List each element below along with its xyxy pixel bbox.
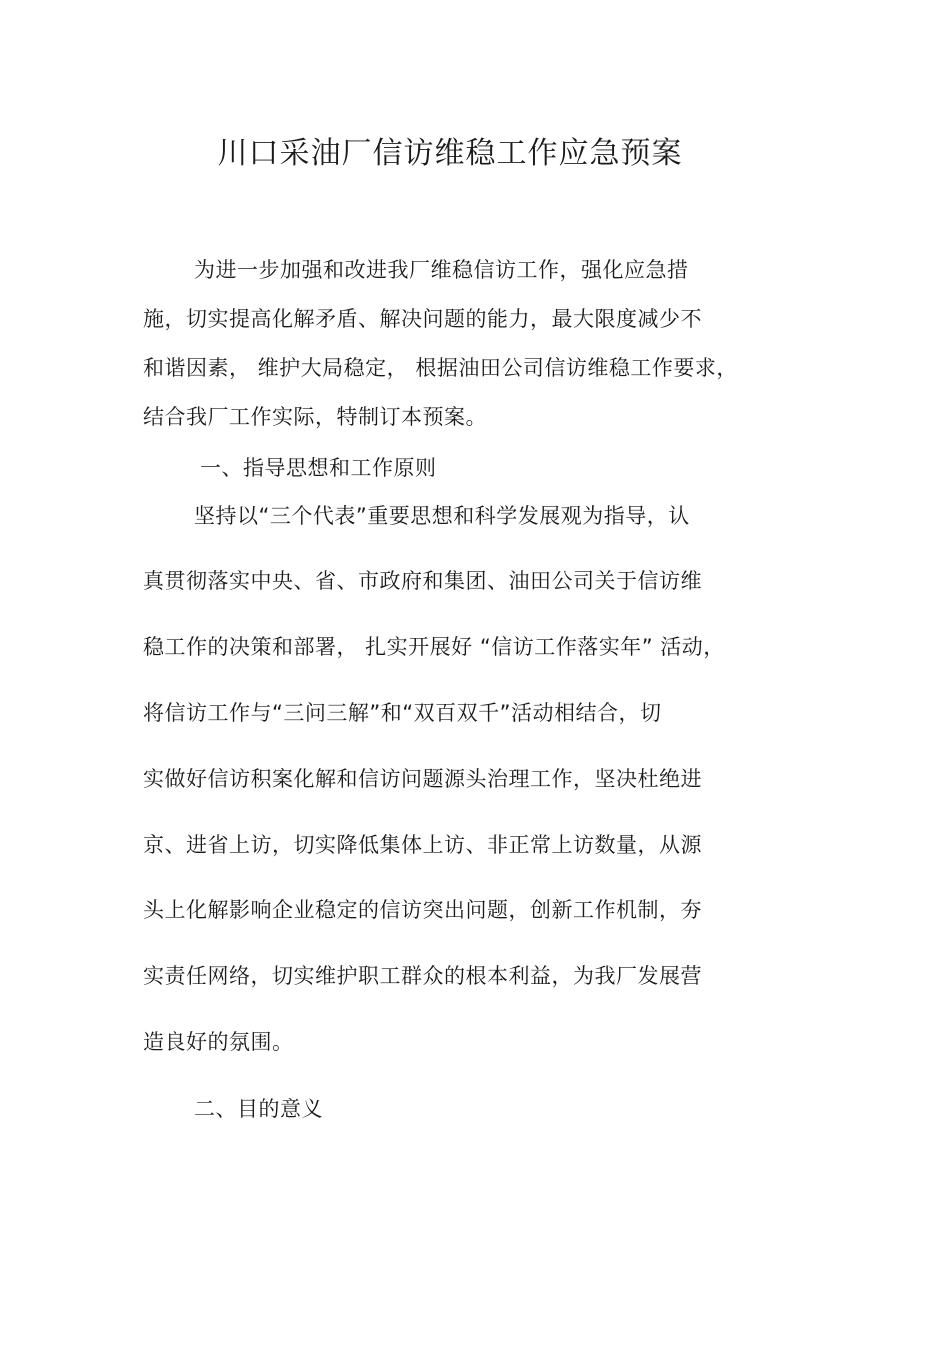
section-1-line-5: 实做好信访积案化解和信访问题源头治理工作，坚决杜绝进 — [143, 767, 702, 791]
section-1-line-8: 实责任网络，切实维护职工群众的根本利益，为我厂发展营 — [143, 964, 702, 988]
section-1-heading: 一、指导思想和工作原则 — [200, 456, 437, 480]
intro-line-3: 和谐因素， 维护大局稳定， 根据油田公司信访维稳工作要求， — [143, 356, 738, 380]
section-1-line-2: 真贯彻落实中央、省、市政府和集团、油田公司关于信访维 — [143, 569, 702, 593]
section-1-line-4: 将信访工作与“三问三解”和“双百双千”活动相结合，切 — [143, 701, 662, 725]
intro-line-4: 结合我厂工作实际，特制订本预案。 — [143, 405, 487, 429]
intro-line-2: 施，切实提高化解矛盾、解决问题的能力，最大限度减少不 — [143, 307, 702, 331]
document-title: 川口采油厂信访维稳工作应急预案 — [217, 136, 683, 171]
section-1-line-9: 造良好的氛围。 — [143, 1030, 294, 1054]
section-1-line-6: 京、进省上访，切实降低集体上访、非正常上访数量，从源 — [143, 833, 702, 857]
section-1-line-1: 坚持以“三个代表”重要思想和科学发展观为指导，认 — [194, 504, 690, 528]
intro-line-1: 为进一步加强和改进我厂维稳信访工作，强化应急措 — [194, 258, 689, 282]
section-2-heading: 二、目的意义 — [194, 1097, 323, 1121]
section-1-line-3: 稳工作的决策和部署， 扎实开展好 “信访工作落实年” 活动， — [143, 635, 725, 659]
section-1-line-7: 头上化解影响企业稳定的信访突出问题，创新工作机制，夯 — [143, 898, 702, 922]
